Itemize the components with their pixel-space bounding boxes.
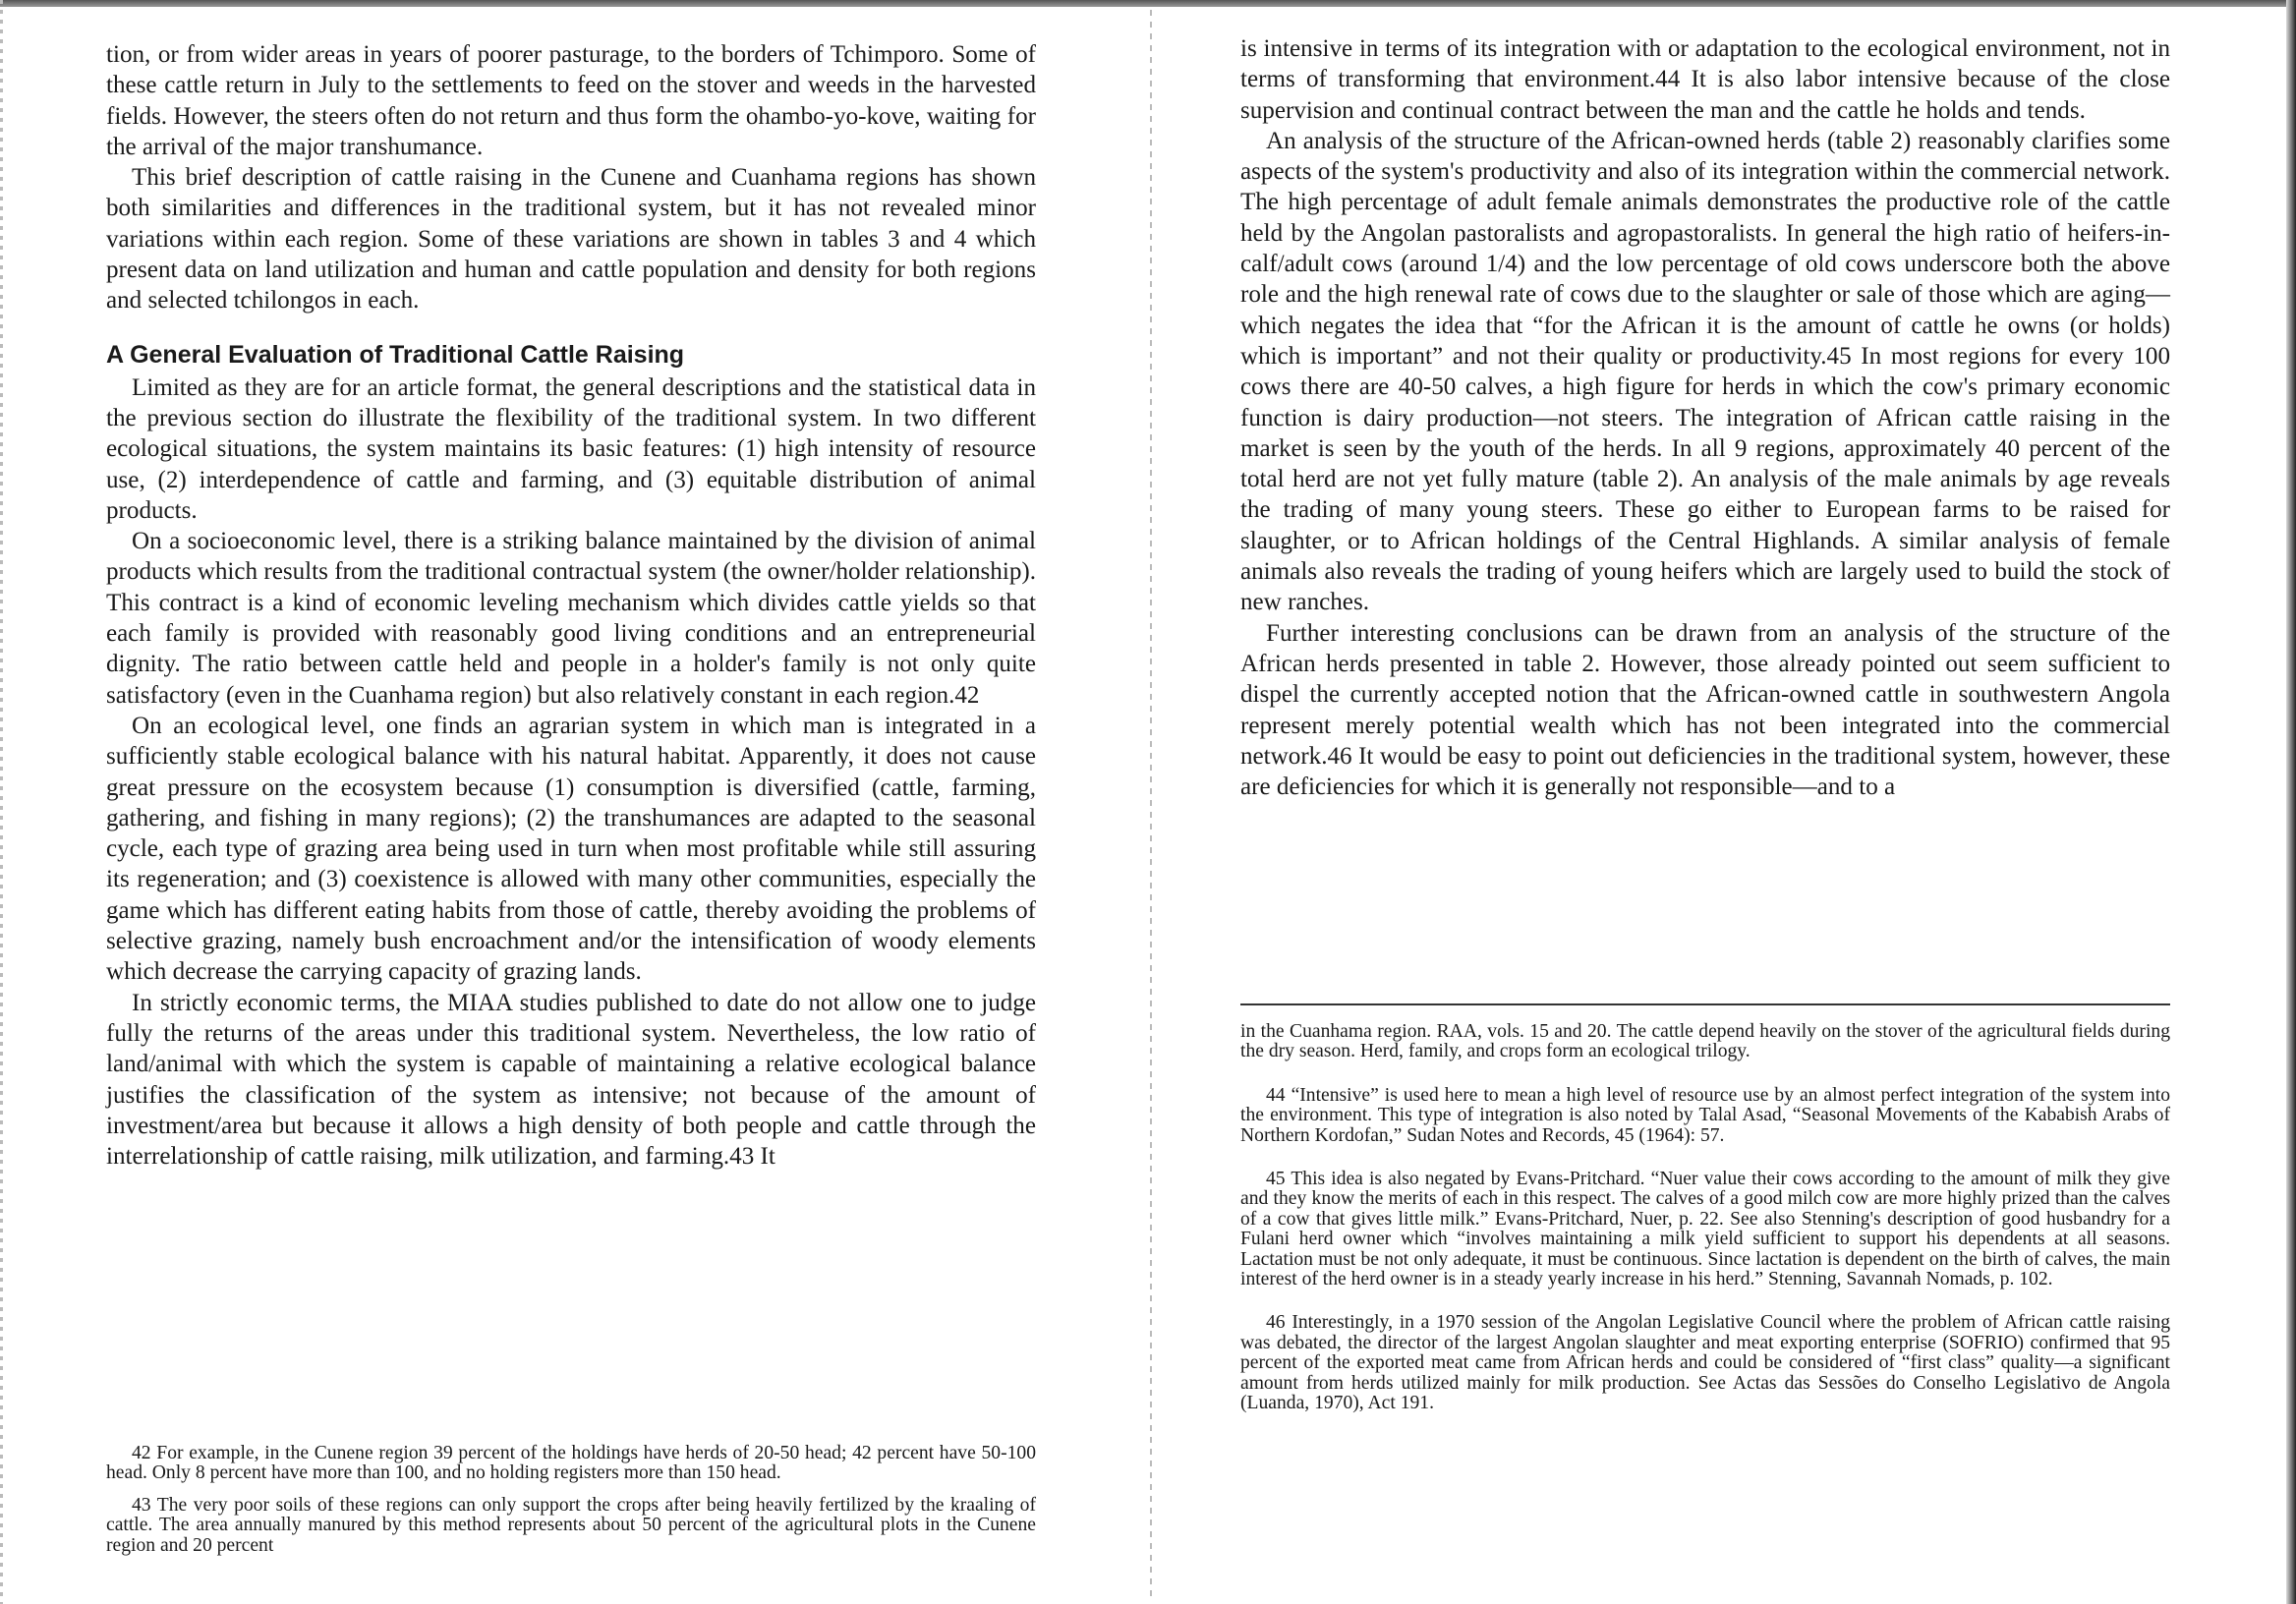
paragraph: Limited as they are for an article format, the general descriptions and the statistical data in the previous section do illustrate the flexibility of the traditional system. In two different ecological situations, the system maintains its basic features: (1) high intensity of resource use, (2) interdependence of cattle and farming, and (3) equitable distribution of animal products. — [106, 373, 1036, 524]
footnote: 46 Interestingly, in a 1970 session of the Angolan Legislative Council where the problem of African cattle raising was debated, the director of the largest Angolan slaughter and meat exporting enterprise (SOFRIO) confirmed that 95 percent of the exported meat came from African herds and could be considered of “first class” quality—a significant amount from herds utilized mainly for milk production. See Actas das Sessões do Conselho Legislativo de Angola (Luanda, 1970), Act 191. — [1240, 1312, 2170, 1414]
scan-top-edge — [0, 0, 2296, 7]
paragraph: Further interesting conclusions can be drawn from an analysis of the structure of the African herds presented in table 2. However, those already pointed out seem sufficient to dispel the currently accepted notion that the African-owned cattle in southwestern Angola represent merely potential wealth which has not been integrated into the commercial network.46 It would be easy to point out deficiencies in the traditional system, however, these are deficiencies for which it is generally not responsible—and to a — [1240, 619, 2170, 801]
paragraph: This brief description of cattle raising in the Cunene and Cuanhama regions has shown both similarities and differences in the traditional system, but it has not revealed minor variations within each region. Some of these variations are shown in tables 3 and 4 which present data on land utilization and human and cattle population and density for both regions and selected tchilongos in each. — [106, 164, 1036, 315]
scan-right-edge — [2286, 0, 2296, 1604]
footnote: in the Cuanhama region. RAA, vols. 15 and 20. The cattle depend heavily on the stover of the agricultural fields during the dry season. Herd, family, and crops form an ecological trilogy. — [1240, 1021, 2170, 1062]
paragraph: On an ecological level, one finds an agrarian system in which man is integrated in a sufficiently stable ecological balance with his natural habitat. Apparently, it does not cause great pressure on the ecosystem because (1) consumption is diversified (cattle, farming, gathering, and fishing in many regions); (2) the transhumances are adapted to the seasonal cycle, each type of grazing area being used in turn when most profitable while still assuring its regeneration; and (3) coexistence is allowed with many other communities, especially the game which has different eating habits from those of cattle, thereby avoiding the problems of selective grazing, namely bush encroachment and/or the intensification of woody elements which decrease the carrying capacity of grazing lands. — [106, 712, 1036, 986]
paragraph: is intensive in terms of its integration with or adaptation to the ecological environment, not in terms of transforming that environment.44 It is also labor intensive because of the close supervision and continual contract between the man and the cattle he holds and tends. — [1240, 35, 2170, 124]
left-page — [106, 39, 1036, 1172]
paragraph: On a socioeconomic level, there is a striking balance maintained by the division of animal products which results from the traditional contractual system (the owner/holder relationship). This contract is a kind of economic leveling mechanism which divides cattle yields so that each family is provided with reasonably good living conditions and an entrepreneurial dignity. The ratio between cattle held and people in a holder's family is not only quite satisfactory (even in the Cuanhama region) but also relatively constant in each region.42 — [106, 528, 1036, 709]
section-heading: A General Evaluation of Traditional Cattle Raising — [106, 340, 685, 369]
footnote: 42 For example, in the Cunene region 39 percent of the holdings have herds of 20-50 head; 42 percent have 50-100 head. Only 8 percent have more than 100, and no holding registers more than 150 head. — [106, 1443, 1036, 1484]
left-footnotes — [106, 1444, 1036, 1568]
right-footnotes — [1240, 1022, 2170, 1438]
footnote: 45 This idea is also negated by Evans-Pritchard. “Nuer value their cows according to the amount of milk they give and they know the merits of each in this respect. The calves of a good milch cow are more highly prized than the calves of a cow that gives little milk.” Evans-Pritchard, Nuer, p. 22. See also Stenning's description of good husbandry for a Fulani herd owner which “involves maintaining a milk yield sufficient to support his dependents at all seasons. Lactation must be not only adequate, it must be continuous. Since lactation is dependent on the birth of calves, the main interest of the herd owner is in a steady yearly increase in his herd.” Stenning, Savannah Nomads, p. 102. — [1240, 1169, 2170, 1290]
paragraph: An analysis of the structure of the African-owned herds (table 2) reasonably clarifies some aspects of the system's productivity and also of its integration within the commercial network. The high percentage of adult female animals demonstrates the productive role of the cattle held by the Angolan pastoralists and agropastoralists. In general the high ratio of heifers-in-calf/adult cows (around 1/4) and the low percentage of old cows underscore both the above role and the high renewal rate of cows due to the slaughter or sale of those which are aging—which negates the idea that “for the African it is the amount of cattle he owns (or holds) which is important” and not their quality or productivity.45 In most regions for every 100 cows there are 40-50 calves, a high figure for herds in which the cow's primary economic function is dairy production—not steers. The integration of African cattle raising in the market is seen by the youth of the herds. In all 9 regions, approximately 40 percent of the total herd are not yet fully mature (table 2). An analysis of the male animals by age reveals the trading of many young steers. These go either to European farms to be raised for slaughter, or to African holdings of the Central Highlands. A similar analysis of female animals also reveals the trading of young heifers which are largely used to build the stock of new ranches. — [1240, 127, 2170, 616]
footnote-rule — [1240, 1003, 2170, 1005]
footnote: 44 “Intensive” is used here to mean a high level of resource use by an almost perfect integration of the system into the environment. This type of integration is also noted by Talal Asad, “Seasonal Movements of the Kababish Arabs of Northern Kordofan,” Sudan Notes and Records, 45 (1964): 57. — [1240, 1084, 2170, 1146]
paragraph: In strictly economic terms, the MIAA studies published to date do not allow one to judge fully the returns of the areas under this traditional system. Nevertheless, the low ratio of land/animal with which the system is capable of maintaining a relative ecological balance justifies the classification of the system as intensive; not because of the amount of investment/area but because it allows a high density of both people and cattle through the interrelationship of cattle raising, milk utilization, and farming.43 It — [106, 989, 1036, 1171]
book-gutter — [1150, 10, 1152, 1597]
scan-left-edge — [0, 0, 3, 1604]
footnote: 43 The very poor soils of these regions can only support the crops after being heavily fertilized by the kraaling of cattle. The area annually manured by this method represents about 50 percent of the agricultural plots in the Cunene region and 20 percent — [106, 1494, 1036, 1556]
paragraph: tion, or from wider areas in years of poorer pasturage, to the borders of Tchimporo. Some of these cattle return in July to the settlements to feed on the stover and weeds in the harvested fields. However, the steers often do not return and thus form the ohambo-yo-kove, waiting for the arrival of the major transhumance. — [106, 41, 1036, 160]
right-page — [1240, 33, 2170, 802]
